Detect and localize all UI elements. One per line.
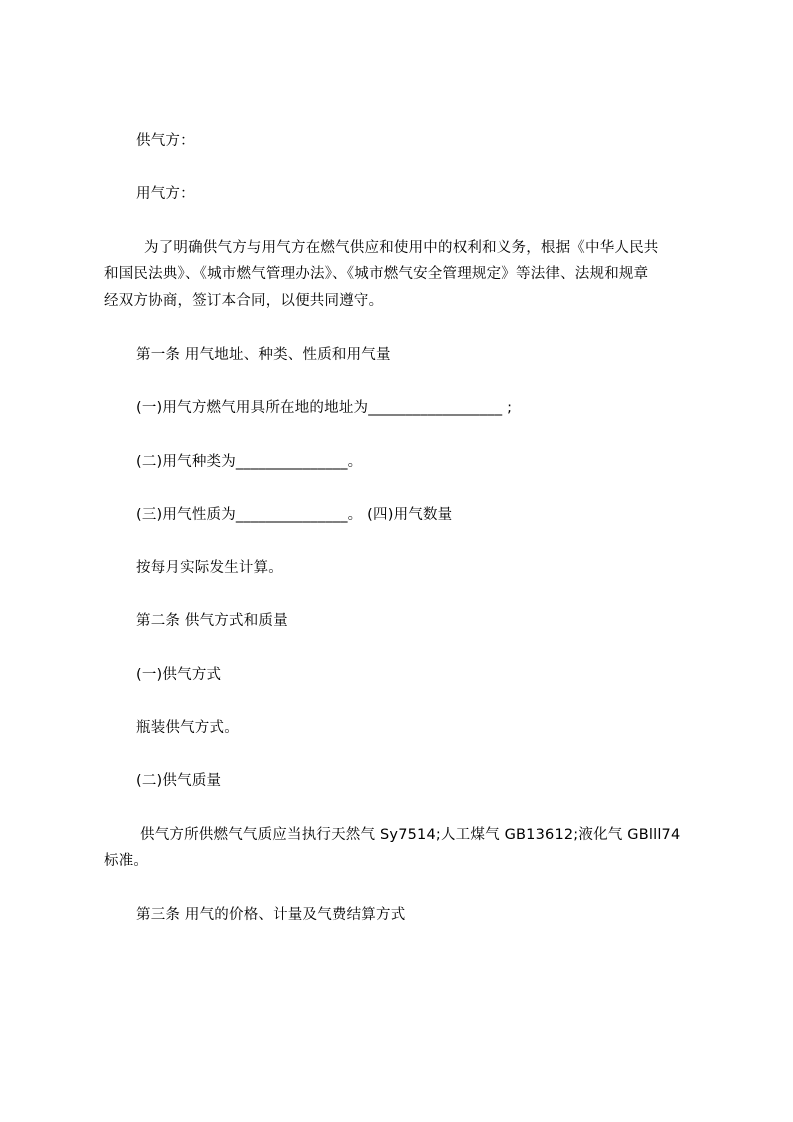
article-1-item-1: (一)用气方燃气用具所在地的地址为__________________ ;	[136, 400, 513, 416]
article-1-item-3-4: (三)用气性质为_______________。 (四)用气数量	[136, 507, 453, 523]
user-label: 用气方：	[136, 186, 195, 202]
article-1-heading: 第一条 用气地址、种类、性质和用气量	[136, 347, 391, 363]
article-2-item-2: (二)供气质量	[136, 773, 222, 789]
preamble-line-3: 经双方协商，签订本合同，以便共同遵守。	[104, 293, 384, 309]
article-1-quantity-text: 按每月实际发生计算。	[136, 560, 283, 576]
article-2-item-1-text: 瓶装供气方式。	[136, 720, 239, 736]
preamble-line-1: 为了明确供气方与用气方在燃气供应和使用中的权利和义务，根据《中华人民共	[144, 240, 659, 256]
article-1-item-2: (二)用气种类为_______________。	[136, 454, 363, 470]
article-2-quality-line-2: 标准。	[104, 853, 149, 869]
article-3-heading: 第三条 用气的价格、计量及气费结算方式	[136, 907, 406, 923]
article-2-heading: 第二条 供气方式和质量	[136, 613, 288, 629]
supplier-label: 供气方：	[136, 133, 195, 149]
article-2-quality-line-1: 供气方所供燃气气质应当执行天然气 Sy7514;人工煤气 GB13612;液化气 GBlll74	[140, 827, 681, 843]
preamble-line-2: 和国民法典》、《城市燃气管理办法》、《城市燃气安全管理规定》等法律、法规和规章	[104, 266, 649, 282]
article-2-item-1: (一)供气方式	[136, 667, 222, 683]
